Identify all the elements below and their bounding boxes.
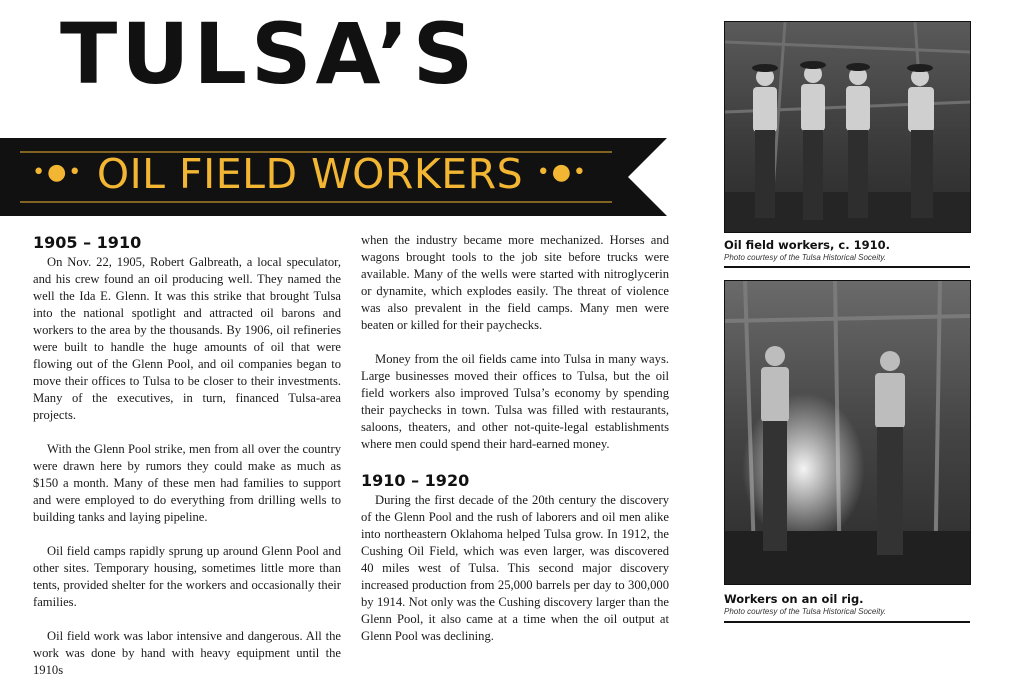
- photo-caption-2: [724, 592, 970, 616]
- caption-title: Oil field workers, c. 1910.: [724, 238, 890, 252]
- photo-caption-1: [724, 238, 970, 262]
- paragraph: During the first decade of the 20th century the discovery of the Glenn Pool and the rush of laborers and oil men alike into northeastern Oklahoma helped Tulsa grow. In 1912, the Cushing Oil Field, which was even larger, was discovered 40 miles west of Tulsa. This second major discovery increased production from 25,000 barrels per day to 300,000 by 1914. Not only was the Cushing discovery larger than the Glenn Pool, it also came at a time when the oil output at Glenn Pool was declining.: [361, 493, 669, 643]
- caption-title: Workers on an oil rig.: [724, 592, 864, 606]
- divider: [724, 266, 970, 268]
- text-column-left: [33, 232, 341, 696]
- section-heading-1910: 1910 – 1920: [361, 471, 470, 490]
- photo-oil-rig-workers: [724, 280, 971, 585]
- banner-dots-right: •●•: [536, 160, 588, 185]
- banner-label: OIL FIELD WORKERS: [96, 150, 524, 198]
- paragraph: Money from the oil fields came into Tulsa in many ways. Large businesses moved their offices to Tulsa, but the oil field workers also improved Tulsa’s economy by spending their paychecks in town. Tulsa was filled with restaurants, saloons, theaters, and other not-quite-legal establishments where men could spend their hard-earned money.: [361, 352, 669, 451]
- text-column-right: [361, 232, 669, 662]
- title-banner: [0, 138, 667, 216]
- paragraph: Oil field work was labor intensive and dangerous. All the work was done by hand with heavy equipment until the 1910s: [33, 629, 341, 677]
- paragraph: With the Glenn Pool strike, men from all over the country were drawn here by rumors they could make as much as $150 a month. Many of these men had families to support and were employed to do everything from drilling wells to building tanks and laying pipeline.: [33, 442, 341, 524]
- divider: [724, 621, 970, 623]
- caption-credit: Photo courtesy of the Tulsa Historical Soceity.: [724, 607, 886, 616]
- section-heading-1905: 1905 – 1910: [33, 233, 142, 252]
- photo-oil-field-workers: [724, 21, 971, 233]
- paragraph: Oil field camps rapidly sprung up around Glenn Pool and other sites. Temporary housing, sometimes little more than tents, provided shelter for the workers and occasionally their families.: [33, 544, 341, 609]
- paragraph-continued: when the industry became more mechanized. Horses and wagons brought tools to the job site before trucks were available. Many of the wells were started with nitroglycerin or dynamite, which explodes easily. The threat of violence was also prevalent in the field camps. Many men were beaten or killed for their paychecks.: [361, 233, 669, 332]
- banner-dots-left: •●•: [32, 160, 84, 185]
- paragraph: On Nov. 22, 1905, Robert Galbreath, a local speculator, and his crew found an oil producing well. They named the well the Ida E. Glenn. It was this strike that brought Tulsa into the national spotlight and attracted oil barons and workers to the area by the thousands. By 1906, oil refineries were built to handle the huge amounts of oil that were flowing out of the Glenn Pool, and oil companies began to move their offices to Tulsa to be closer to their investments. Many of the executives, in turn, financed Tulsa-area projects.: [33, 255, 341, 422]
- page-title: TULSA’S: [60, 5, 478, 103]
- caption-credit: Photo courtesy of the Tulsa Historical Soceity.: [724, 253, 886, 262]
- banner-heading: [0, 150, 620, 198]
